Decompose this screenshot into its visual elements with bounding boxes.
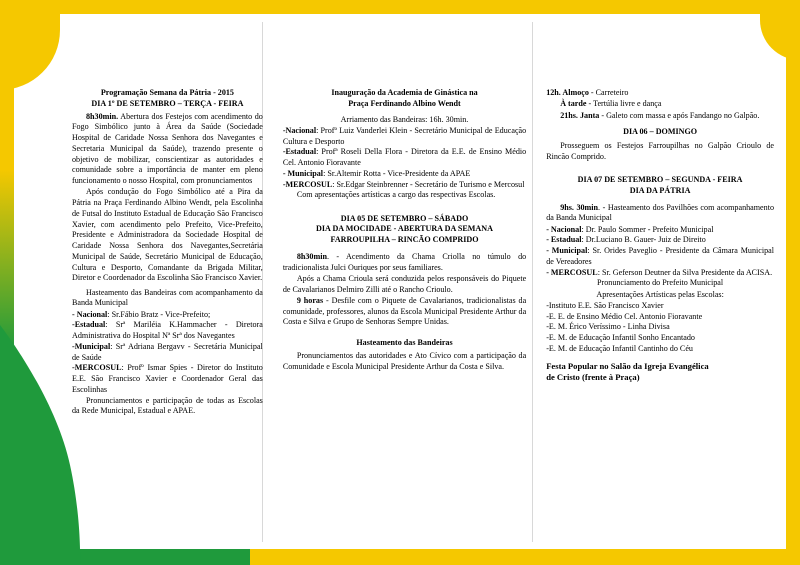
column3-festa-line-1: Festa Popular no Salão da Igreja Evangélica [546, 360, 709, 371]
column3-bullet-nacional: - Nacional: Dr. Paulo Sommer - Prefeito Municipal [546, 224, 714, 234]
column3-dinner: 21hs. Janta - Galeto com massa e após Fandango no Galpão. [560, 110, 760, 120]
column2-section2-paragraph-1: 8h30min. - Acendimento da Chama Criolla no túmulo do tradicionalista Julci Ouriques por seus familiares. [282, 251, 527, 272]
column3-school-3: -E. M. Érico Veríssimo - Linha Divisa [546, 322, 670, 332]
column1-flag-raising-heading: Hasteamento das Bandeiras com acompanhamento da Banda Municipal [72, 287, 263, 308]
column3-announcement-line-1: Pronunciamento do Prefeito Municipal [597, 278, 724, 288]
column3-bullet-estadual: - Estadual: Dr.Luciano B. Gauer- Juiz de Direito [546, 235, 706, 245]
column1-bullet-mercosul: -MERCOSUL: Profº Ismar Spies - Diretor do Instituto E.E. São Francisco Xavier e Coordenador Geral das Escolinhas [72, 363, 263, 394]
column3-day06-title-text: DIA 06 – DOMINGO [623, 127, 698, 137]
column2-section2-title-line-2: DIA DA MOCIDADE - ABERTURA DA SEMANA [316, 224, 493, 234]
column2-bullet-nacional: -Nacional: Profº Luiz Vanderlei Klein - Secretário Municipal de Educação Cultura e Desporto [282, 125, 527, 146]
column-program-day-1 [62, 88, 273, 541]
column3-lunch: 12h. Almoço - Carreteiro [546, 88, 629, 97]
column1-bullet-estadual: -Estadual: Srª Mariléia K.Hammacher - Diretora Administrativa do Hospital Nª Srª dos Navegantes [72, 320, 263, 340]
column1-title-line-2: DIA 1º DE SETEMBRO – TERÇA - FEIRA [91, 98, 244, 108]
column3-afternoon: À tarde - Tertúlia livre e dança [560, 99, 662, 109]
column2-section3-title [283, 338, 526, 349]
column3-bullet-municipal: - Municipal: Sr. Orides Paveglio - Presidente da Câmara Municipal de Vereadores [546, 246, 774, 266]
column3-festa-line-2: de Cristo (frente à Praça) [546, 371, 640, 382]
column3-school-1: -Instituto E.E. São Francisco Xavier [546, 300, 664, 310]
column1-title-line-1: Programação Semana da Pátria - 2015 [100, 88, 234, 97]
column2-title [283, 88, 526, 110]
column2-closing: Com apresentações artísticas a cargo das respectivas Escolas. [296, 190, 496, 200]
column3-bullet-mercosul: - MERCOSUL: Sr. Geferson Deutner da Silva Presidente da ACISA. [546, 267, 773, 277]
column3-day06-text: Prosseguem os Festejos Farroupilhas no Galpão Crioulo de Rincão Comprido. [546, 141, 774, 161]
column3-school-4: -E. M. de Educação Infantil Sonho Encantado [546, 333, 695, 342]
column1-bullet-municipal: -Municipal: Srª Adriana Bergavv - Secretária Municipal de Saúde [72, 341, 263, 362]
column3-day07-title [546, 175, 774, 197]
column1-title [72, 88, 263, 110]
column2-title-line-1: Inauguração da Academia de Ginástica na [331, 88, 478, 97]
column3-day07-title-line-1: DIA 07 DE SETEMBRO – SEGUNDA - FEIRA [577, 175, 743, 184]
column3-day07-title-line-2: DIA DA PÁTRIA [629, 185, 691, 195]
column1-paragraph-1: 8h30min. Abertura dos Festejos com acendimento do Fogo Simbólico junto à Área da Saúde (Sociedade Hospital de Caridade Nossa Senhora dos Navegantes e Secretaria Municipal da Saúde), trazendo presente o objetivo de mobilizar, conscientizar as autoridades e comunidade sobre a importância de manter em pleno funcionamento o nosso Hospital, com pronunciamentos [72, 111, 263, 185]
column2-bullet-municipal: - Municipal: Sr.Altemir Rotta - Vice-Presidente da APAE [282, 168, 471, 178]
column1-paragraph-2: Após condução do Fogo Simbólico até a Pira da Pátria na Praça Ferdinando Albino Wendt, pela Escolinha de Futsal do Instituto Estadual de Educação São Francisco Xavier, com acendimento pelo Prefeito, Vice-Prefeito, Presidente e Administradora da Sociedade Hospital de Caridade Nossa Senhora dos Navegantes,Secretária Municipal de Saúde, Secretário Municipal de Educação, Cultura e Desporto, Comandante da Brigada Militar, Diretor e Coordenador da Escolinha São Francisco Xavier. [72, 187, 263, 283]
column2-section3-text: Pronunciamentos das autoridades e Ato Cívico com a participação da Comunidade e Escola Municipal Presidente Arthur da Costa e Silva. [282, 351, 527, 371]
column1-closing: Pronunciamentos e participação de todas as Escolas da Rede Municipal, Estadual e APAE. [72, 395, 263, 416]
column2-section2-title-line-3: FARROUPILHA – RINCÃO COMPRIDO [330, 235, 479, 244]
column3-announcement-line-2: Apresentações Artísticas pelas Escolas: [596, 289, 724, 299]
column2-section2-title-line-1: DIA 05 DE SETEMBRO – SÁBADO [340, 213, 469, 223]
column2-bullet-mercosul: -MERCOSUL: Sr.Edgar Steinbrenner - Secretário de Turismo e Mercosul [282, 179, 525, 189]
column2-section2-paragraph-3: 9 horas - Desfile com o Piquete de Cavalarianos, tradicionalistas da comunidade, professores, alunos da Escola Municipal Presidente Arthur da Costa e Silva e Grupo de Senhoras Sempre Unidas. [282, 295, 527, 327]
column2-section2-title [283, 214, 526, 246]
column2-section3-title-text: Hasteamento das Bandeiras [356, 337, 453, 347]
column3-festa-block [546, 361, 774, 384]
column1-bullet-nacional: - Nacional: Sr.Fábio Bratz - Vice-Prefeito; [72, 309, 211, 319]
column3-day06-title [546, 127, 774, 138]
column3-day07-opening: 9hs. 30min. - Hasteamento dos Pavilhões com acompanhamento da Banda Municipal [546, 202, 774, 223]
column-day-6-and-7 [536, 88, 784, 541]
column2-title-line-2: Praça Ferdinando Albino Wendt [348, 98, 461, 108]
column3-school-2: -E. E. de Ensino Médio Cel. Antonio Fioravante [546, 311, 703, 321]
column2-bullet-estadual: -Estadual: Profª Roseli Della Flora - Diretora da E.E. de Ensino Médio Cel. Antonio Fioravante [282, 147, 527, 167]
column3-school-5: -E. M. de Educação Infantil Cantinho do Céu [546, 343, 693, 353]
column-academy-and-day-5 [273, 88, 536, 541]
column2-flag-lowering-time: Arriamento das Bandeiras: 16h. 30min. [340, 114, 469, 124]
column2-section2-paragraph-2: Após a Chama Crioula será conduzida pelos responsáveis do Piquete de Cavalarianos Delmiro Zilli até o Rancho Crioulo. [282, 273, 527, 294]
